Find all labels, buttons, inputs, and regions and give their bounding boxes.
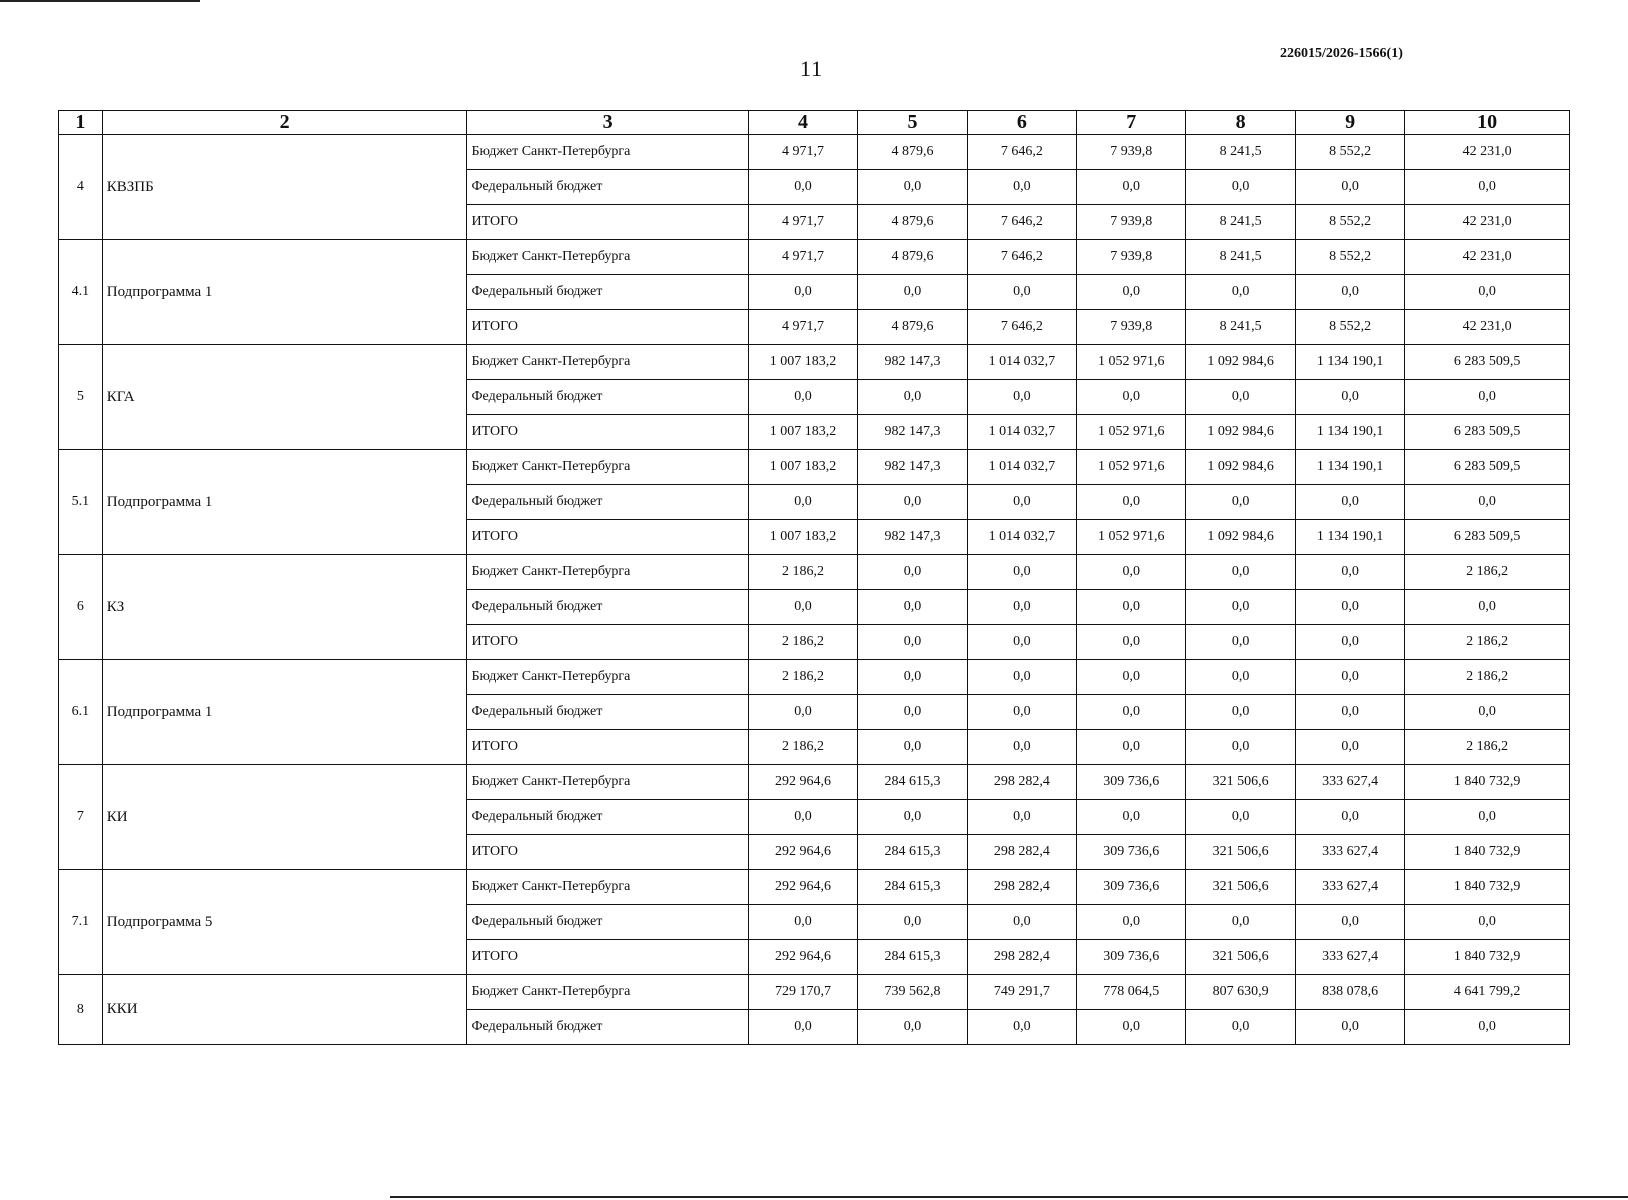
column-header: 9: [1295, 111, 1404, 135]
year-value-cell: 0,0: [967, 555, 1076, 590]
year-value-cell: 2 186,2: [748, 660, 857, 695]
year-value-cell: 7 939,8: [1077, 205, 1186, 240]
total-value-cell: 42 231,0: [1405, 135, 1570, 170]
year-value-cell: 0,0: [1186, 555, 1295, 590]
year-value-cell: 1 007 183,2: [748, 520, 857, 555]
year-value-cell: 2 186,2: [748, 730, 857, 765]
year-value-cell: 309 736,6: [1077, 765, 1186, 800]
year-value-cell: 4 971,7: [748, 240, 857, 275]
executor-name: КЗ: [102, 555, 467, 660]
year-value-cell: 0,0: [1295, 800, 1404, 835]
year-value-cell: 0,0: [1077, 170, 1186, 205]
funding-source: Бюджет Санкт-Петербурга: [467, 135, 748, 170]
column-header: 10: [1405, 111, 1570, 135]
funding-source: Бюджет Санкт-Петербурга: [467, 870, 748, 905]
year-value-cell: 0,0: [967, 1010, 1076, 1045]
year-value-cell: 0,0: [748, 695, 857, 730]
year-value-cell: 309 736,6: [1077, 940, 1186, 975]
table-body: [59, 135, 1570, 1045]
year-value-cell: 0,0: [1295, 170, 1404, 205]
year-value-cell: 0,0: [1186, 170, 1295, 205]
year-value-cell: 0,0: [1077, 905, 1186, 940]
year-value-cell: 739 562,8: [858, 975, 967, 1010]
year-value-cell: 298 282,4: [967, 765, 1076, 800]
year-value-cell: 0,0: [967, 800, 1076, 835]
year-value-cell: 7 939,8: [1077, 240, 1186, 275]
year-value-cell: 284 615,3: [858, 870, 967, 905]
total-value-cell: 1 840 732,9: [1405, 870, 1570, 905]
total-value-cell: 6 283 509,5: [1405, 415, 1570, 450]
year-value-cell: 1 134 190,1: [1295, 450, 1404, 485]
funding-source: Бюджет Санкт-Петербурга: [467, 765, 748, 800]
year-value-cell: 333 627,4: [1295, 765, 1404, 800]
year-value-cell: 321 506,6: [1186, 940, 1295, 975]
year-value-cell: 0,0: [1295, 275, 1404, 310]
total-value-cell: 0,0: [1405, 275, 1570, 310]
column-header: 1: [59, 111, 103, 135]
year-value-cell: 1 092 984,6: [1186, 520, 1295, 555]
executor-name: КГА: [102, 345, 467, 450]
year-value-cell: 0,0: [967, 625, 1076, 660]
year-value-cell: 0,0: [1186, 695, 1295, 730]
row-number: 6.1: [59, 660, 103, 765]
column-header: 7: [1077, 111, 1186, 135]
total-value-cell: 0,0: [1405, 1010, 1570, 1045]
year-value-cell: 0,0: [748, 590, 857, 625]
year-value-cell: 4 879,6: [858, 135, 967, 170]
year-value-cell: 2 186,2: [748, 555, 857, 590]
year-value-cell: 1 052 971,6: [1077, 520, 1186, 555]
column-header: 2: [102, 111, 467, 135]
funding-source: Федеральный бюджет: [467, 1010, 748, 1045]
year-value-cell: 309 736,6: [1077, 870, 1186, 905]
year-value-cell: 0,0: [1186, 1010, 1295, 1045]
year-value-cell: 0,0: [748, 380, 857, 415]
year-value-cell: 1 134 190,1: [1295, 520, 1404, 555]
column-number-row: [59, 111, 1570, 135]
year-value-cell: 0,0: [1077, 800, 1186, 835]
year-value-cell: 729 170,7: [748, 975, 857, 1010]
year-value-cell: 982 147,3: [858, 520, 967, 555]
year-value-cell: 0,0: [1295, 695, 1404, 730]
year-value-cell: 0,0: [748, 800, 857, 835]
row-number: 4: [59, 135, 103, 240]
year-value-cell: 982 147,3: [858, 450, 967, 485]
scan-edge-bottom: [390, 1196, 1628, 1198]
funding-source: ИТОГО: [467, 730, 748, 765]
year-value-cell: 7 939,8: [1077, 310, 1186, 345]
year-value-cell: 298 282,4: [967, 835, 1076, 870]
row-number: 7: [59, 765, 103, 870]
year-value-cell: 0,0: [1186, 730, 1295, 765]
table-row: [59, 555, 1570, 590]
year-value-cell: 807 630,9: [1186, 975, 1295, 1010]
year-value-cell: 0,0: [1186, 380, 1295, 415]
year-value-cell: 333 627,4: [1295, 870, 1404, 905]
year-value-cell: 0,0: [748, 485, 857, 520]
year-value-cell: 0,0: [1077, 730, 1186, 765]
year-value-cell: 1 052 971,6: [1077, 415, 1186, 450]
executor-name: КИ: [102, 765, 467, 870]
funding-source: Федеральный бюджет: [467, 380, 748, 415]
year-value-cell: 0,0: [1295, 555, 1404, 590]
year-value-cell: 0,0: [858, 800, 967, 835]
column-header: 3: [467, 111, 748, 135]
executor-name: Подпрограмма 5: [102, 870, 467, 975]
year-value-cell: 0,0: [858, 590, 967, 625]
year-value-cell: 0,0: [967, 695, 1076, 730]
funding-source: Федеральный бюджет: [467, 170, 748, 205]
year-value-cell: 0,0: [967, 485, 1076, 520]
year-value-cell: 0,0: [967, 275, 1076, 310]
year-value-cell: 284 615,3: [858, 765, 967, 800]
funding-source: ИТОГО: [467, 520, 748, 555]
year-value-cell: 0,0: [1186, 905, 1295, 940]
year-value-cell: 0,0: [858, 905, 967, 940]
funding-source: Бюджет Санкт-Петербурга: [467, 450, 748, 485]
year-value-cell: 0,0: [1077, 1010, 1186, 1045]
column-header: 4: [748, 111, 857, 135]
year-value-cell: 292 964,6: [748, 835, 857, 870]
year-value-cell: 0,0: [748, 905, 857, 940]
executor-name: Подпрограмма 1: [102, 450, 467, 555]
year-value-cell: 284 615,3: [858, 835, 967, 870]
funding-source: Федеральный бюджет: [467, 275, 748, 310]
year-value-cell: 309 736,6: [1077, 835, 1186, 870]
total-value-cell: 0,0: [1405, 905, 1570, 940]
year-value-cell: 4 879,6: [858, 310, 967, 345]
year-value-cell: 0,0: [858, 730, 967, 765]
funding-source: Бюджет Санкт-Петербурга: [467, 555, 748, 590]
year-value-cell: 0,0: [967, 590, 1076, 625]
year-value-cell: 1 014 032,7: [967, 520, 1076, 555]
year-value-cell: 1 007 183,2: [748, 415, 857, 450]
year-value-cell: 0,0: [1077, 275, 1186, 310]
year-value-cell: 4 971,7: [748, 310, 857, 345]
year-value-cell: 0,0: [858, 170, 967, 205]
year-value-cell: 8 241,5: [1186, 310, 1295, 345]
year-value-cell: 292 964,6: [748, 940, 857, 975]
year-value-cell: 0,0: [1186, 800, 1295, 835]
total-value-cell: 6 283 509,5: [1405, 450, 1570, 485]
funding-source: ИТОГО: [467, 415, 748, 450]
table-row: [59, 240, 1570, 275]
year-value-cell: 1 134 190,1: [1295, 415, 1404, 450]
year-value-cell: 0,0: [1295, 380, 1404, 415]
year-value-cell: 0,0: [858, 275, 967, 310]
row-number: 7.1: [59, 870, 103, 975]
year-value-cell: 8 552,2: [1295, 135, 1404, 170]
year-value-cell: 0,0: [1295, 905, 1404, 940]
year-value-cell: 0,0: [1295, 660, 1404, 695]
total-value-cell: 1 840 732,9: [1405, 765, 1570, 800]
year-value-cell: 0,0: [967, 905, 1076, 940]
year-value-cell: 333 627,4: [1295, 940, 1404, 975]
executor-name: Подпрограмма 1: [102, 240, 467, 345]
year-value-cell: 0,0: [1295, 730, 1404, 765]
year-value-cell: 7 939,8: [1077, 135, 1186, 170]
table-row: [59, 975, 1570, 1010]
year-value-cell: 0,0: [1077, 485, 1186, 520]
table-row: [59, 660, 1570, 695]
row-number: 8: [59, 975, 103, 1045]
year-value-cell: 7 646,2: [967, 205, 1076, 240]
row-number: 4.1: [59, 240, 103, 345]
year-value-cell: 1 092 984,6: [1186, 345, 1295, 380]
funding-source: Бюджет Санкт-Петербурга: [467, 660, 748, 695]
total-value-cell: 0,0: [1405, 695, 1570, 730]
table-row: [59, 345, 1570, 380]
year-value-cell: 0,0: [858, 555, 967, 590]
year-value-cell: 0,0: [1295, 1010, 1404, 1045]
year-value-cell: 1 014 032,7: [967, 415, 1076, 450]
year-value-cell: 4 971,7: [748, 205, 857, 240]
document-reference: 226015/2026-1566(1): [1280, 46, 1403, 61]
total-value-cell: 0,0: [1405, 800, 1570, 835]
total-value-cell: 42 231,0: [1405, 205, 1570, 240]
total-value-cell: 2 186,2: [1405, 730, 1570, 765]
total-value-cell: 42 231,0: [1405, 240, 1570, 275]
funding-source: ИТОГО: [467, 205, 748, 240]
year-value-cell: 0,0: [967, 380, 1076, 415]
row-number: 5.1: [59, 450, 103, 555]
year-value-cell: 8 241,5: [1186, 205, 1295, 240]
year-value-cell: 0,0: [1295, 625, 1404, 660]
year-value-cell: 0,0: [967, 170, 1076, 205]
year-value-cell: 0,0: [1186, 660, 1295, 695]
year-value-cell: 284 615,3: [858, 940, 967, 975]
year-value-cell: 321 506,6: [1186, 765, 1295, 800]
column-header: 5: [858, 111, 967, 135]
executor-name: Подпрограмма 1: [102, 660, 467, 765]
year-value-cell: 298 282,4: [967, 870, 1076, 905]
year-value-cell: 0,0: [1077, 625, 1186, 660]
funding-source: Бюджет Санкт-Петербурга: [467, 975, 748, 1010]
year-value-cell: 321 506,6: [1186, 870, 1295, 905]
year-value-cell: 7 646,2: [967, 310, 1076, 345]
year-value-cell: 0,0: [858, 380, 967, 415]
table-row: [59, 450, 1570, 485]
year-value-cell: 8 552,2: [1295, 205, 1404, 240]
page-number: 11: [800, 56, 824, 81]
year-value-cell: 0,0: [858, 485, 967, 520]
total-value-cell: 1 840 732,9: [1405, 835, 1570, 870]
year-value-cell: 292 964,6: [748, 870, 857, 905]
funding-source: ИТОГО: [467, 835, 748, 870]
executor-name: ККИ: [102, 975, 467, 1045]
row-number: 6: [59, 555, 103, 660]
year-value-cell: 0,0: [858, 660, 967, 695]
year-value-cell: 0,0: [1077, 590, 1186, 625]
funding-source: Федеральный бюджет: [467, 695, 748, 730]
year-value-cell: 292 964,6: [748, 765, 857, 800]
total-value-cell: 0,0: [1405, 485, 1570, 520]
total-value-cell: 0,0: [1405, 170, 1570, 205]
total-value-cell: 0,0: [1405, 380, 1570, 415]
year-value-cell: 333 627,4: [1295, 835, 1404, 870]
year-value-cell: 1 092 984,6: [1186, 450, 1295, 485]
year-value-cell: 838 078,6: [1295, 975, 1404, 1010]
year-value-cell: 749 291,7: [967, 975, 1076, 1010]
funding-source: ИТОГО: [467, 625, 748, 660]
total-value-cell: 1 840 732,9: [1405, 940, 1570, 975]
budget-table: [58, 110, 1570, 1045]
year-value-cell: 0,0: [1295, 590, 1404, 625]
year-value-cell: 8 241,5: [1186, 135, 1295, 170]
year-value-cell: 0,0: [1077, 660, 1186, 695]
year-value-cell: 982 147,3: [858, 345, 967, 380]
year-value-cell: 8 241,5: [1186, 240, 1295, 275]
year-value-cell: 0,0: [748, 275, 857, 310]
year-value-cell: 321 506,6: [1186, 835, 1295, 870]
year-value-cell: 0,0: [1077, 695, 1186, 730]
year-value-cell: 0,0: [1186, 590, 1295, 625]
year-value-cell: 1 052 971,6: [1077, 450, 1186, 485]
year-value-cell: 1 007 183,2: [748, 450, 857, 485]
year-value-cell: 7 646,2: [967, 135, 1076, 170]
funding-source: ИТОГО: [467, 940, 748, 975]
year-value-cell: 0,0: [967, 660, 1076, 695]
table-row: [59, 135, 1570, 170]
funding-source: Федеральный бюджет: [467, 590, 748, 625]
year-value-cell: 0,0: [1295, 485, 1404, 520]
year-value-cell: 8 552,2: [1295, 240, 1404, 275]
year-value-cell: 0,0: [967, 730, 1076, 765]
year-value-cell: 0,0: [748, 1010, 857, 1045]
table-row: [59, 870, 1570, 905]
year-value-cell: 0,0: [1186, 625, 1295, 660]
year-value-cell: 1 014 032,7: [967, 345, 1076, 380]
column-header: 6: [967, 111, 1076, 135]
funding-source: Федеральный бюджет: [467, 800, 748, 835]
year-value-cell: 2 186,2: [748, 625, 857, 660]
funding-source: Федеральный бюджет: [467, 905, 748, 940]
year-value-cell: 4 971,7: [748, 135, 857, 170]
year-value-cell: 8 552,2: [1295, 310, 1404, 345]
year-value-cell: 1 007 183,2: [748, 345, 857, 380]
total-value-cell: 2 186,2: [1405, 660, 1570, 695]
funding-source: ИТОГО: [467, 310, 748, 345]
year-value-cell: 1 052 971,6: [1077, 345, 1186, 380]
year-value-cell: 7 646,2: [967, 240, 1076, 275]
executor-name: КВЗПБ: [102, 135, 467, 240]
year-value-cell: 298 282,4: [967, 940, 1076, 975]
funding-source: Федеральный бюджет: [467, 485, 748, 520]
scan-edge-top: [0, 0, 200, 2]
year-value-cell: 4 879,6: [858, 240, 967, 275]
year-value-cell: 0,0: [1186, 275, 1295, 310]
total-value-cell: 42 231,0: [1405, 310, 1570, 345]
year-value-cell: 4 879,6: [858, 205, 967, 240]
year-value-cell: 1 092 984,6: [1186, 415, 1295, 450]
year-value-cell: 0,0: [858, 625, 967, 660]
year-value-cell: 1 014 032,7: [967, 450, 1076, 485]
year-value-cell: 0,0: [858, 695, 967, 730]
year-value-cell: 0,0: [1077, 555, 1186, 590]
year-value-cell: 0,0: [748, 170, 857, 205]
funding-source: Бюджет Санкт-Петербурга: [467, 345, 748, 380]
year-value-cell: 0,0: [1077, 380, 1186, 415]
year-value-cell: 982 147,3: [858, 415, 967, 450]
year-value-cell: 778 064,5: [1077, 975, 1186, 1010]
row-number: 5: [59, 345, 103, 450]
total-value-cell: 0,0: [1405, 590, 1570, 625]
total-value-cell: 2 186,2: [1405, 625, 1570, 660]
year-value-cell: 0,0: [1186, 485, 1295, 520]
total-value-cell: 2 186,2: [1405, 555, 1570, 590]
year-value-cell: 0,0: [858, 1010, 967, 1045]
total-value-cell: 4 641 799,2: [1405, 975, 1570, 1010]
year-value-cell: 1 134 190,1: [1295, 345, 1404, 380]
column-header: 8: [1186, 111, 1295, 135]
table-row: [59, 765, 1570, 800]
total-value-cell: 6 283 509,5: [1405, 520, 1570, 555]
total-value-cell: 6 283 509,5: [1405, 345, 1570, 380]
funding-source: Бюджет Санкт-Петербурга: [467, 240, 748, 275]
